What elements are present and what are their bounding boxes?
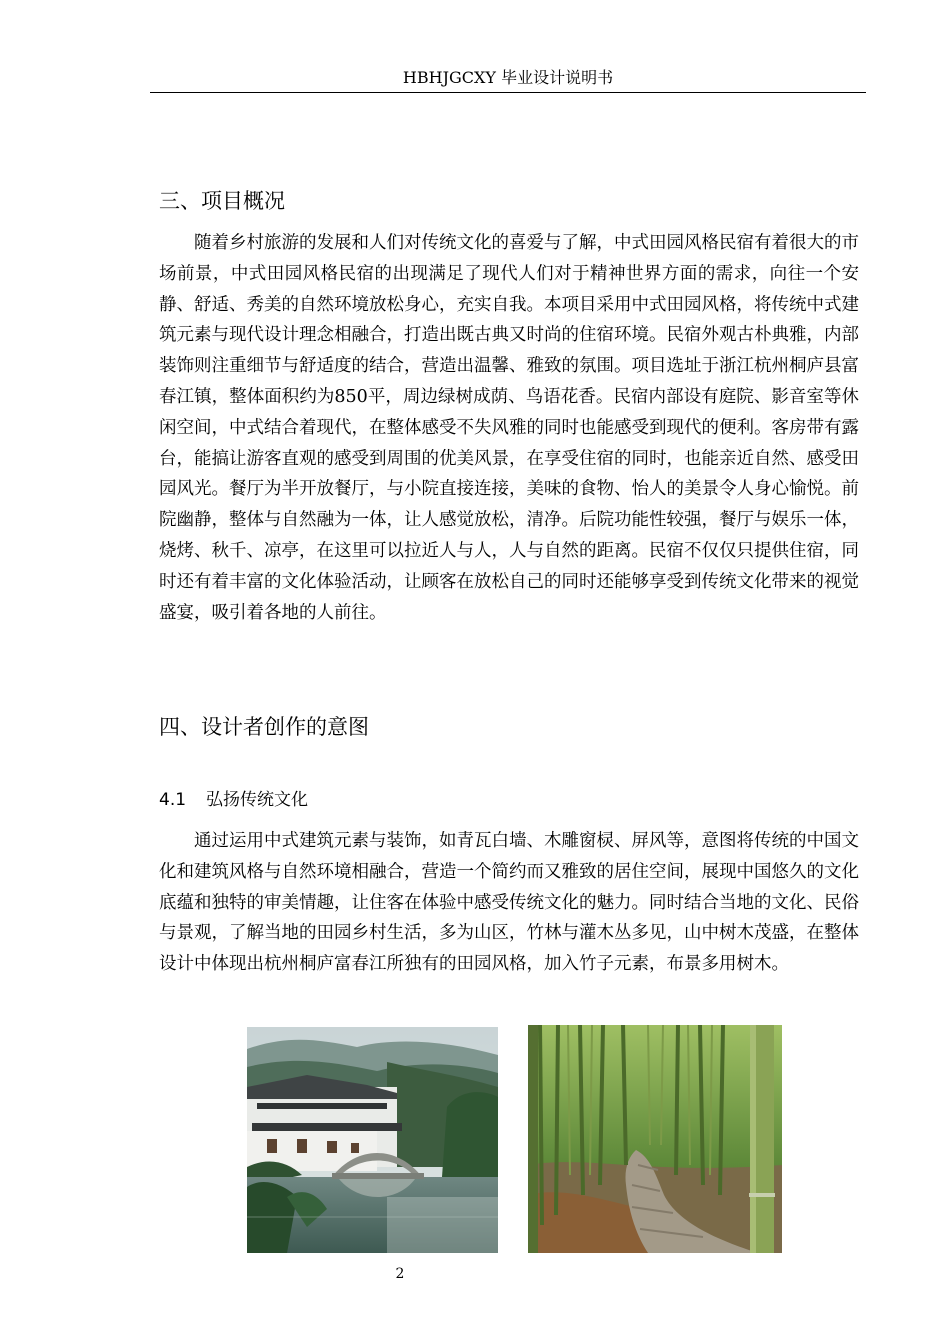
section-4-heading: 四、设计者创作的意图 (159, 715, 369, 739)
subsection-4-1-paragraph: 通过运用中式建筑元素与装饰，如青瓦白墙、木雕窗棂、屏风等，意图将传统的中国文化和建筑风格与自然环境相融合，营造一个简约而又雅致的居住空间，展现中国悠久的文化底蕴和独特的审美情趣，让住客在体验中感受传统文化的魅力。同时结合当地的文化、民俗与景观，了解当地的田园乡村生活，多为山区，竹林与灌木丛多见，山中树木茂盛，在整体设计中体现出杭州桐庐富春江所独有的田园风格，加入竹子元素，布景多用树木。 (159, 831, 859, 975)
section-3-heading: 三、项目概况 (159, 189, 285, 213)
water-village-bridge-photo (247, 1027, 498, 1253)
subsection-4-1-heading (159, 788, 308, 812)
bamboo-forest-path-photo (528, 1025, 782, 1253)
subsection-number: 4.1 (159, 790, 187, 810)
section-3-paragraph: 随着乡村旅游的发展和人们对传统文化的喜爱与了解，中式田园风格民宿有着很大的市场前景，中式田园风格民宿的出现满足了现代人们对于精神世界方面的需求，向往一个安静、舒适、秀美的自然环境放松身心，充实自我。本项目采用中式田园风格，将传统中式建筑元素与现代设计理念相融合，打造出既古典又时尚的住宿环境。民宿外观古朴典雅，内部装饰则注重细节与舒适度的结合，营造出温馨、雅致的氛围。项目选址于浙江杭州桐庐县富春江镇，整体面积约为850平，周边绿树成荫、鸟语花香。民宿内部设有庭院、影音室等休闲空间，中式结合着现代，在整体感受不失风雅的同时也能感受到现代的便利。客房带有露台，能搞让游客直观的感受到周围的优美风景，在享受住宿的同时，也能亲近自然、感受田园风光。餐厅为半开放餐厅，与小院直接连接，美味的食物、怡人的美景令人身心愉悦。前院幽静，整体与自然融为一体，让人感觉放松，清净。后院功能性较强，餐厅与娱乐一体，烧烤、秋千、凉亭，在这里可以拉近人与人，人与自然的距离。民宿不仅仅只提供住宿，同时还有着丰富的文化体验活动，让顾客在放松自己的同时还能够享受到传统文化带来的视觉盛宴，吸引着各地的人前往。 (159, 233, 859, 623)
subsection-title: 弘扬传统文化 (206, 790, 308, 810)
page-number: 2 (395, 1266, 405, 1282)
header-divider (150, 92, 866, 93)
running-header: HBHJGCXY 毕业设计说明书 (402, 68, 614, 87)
